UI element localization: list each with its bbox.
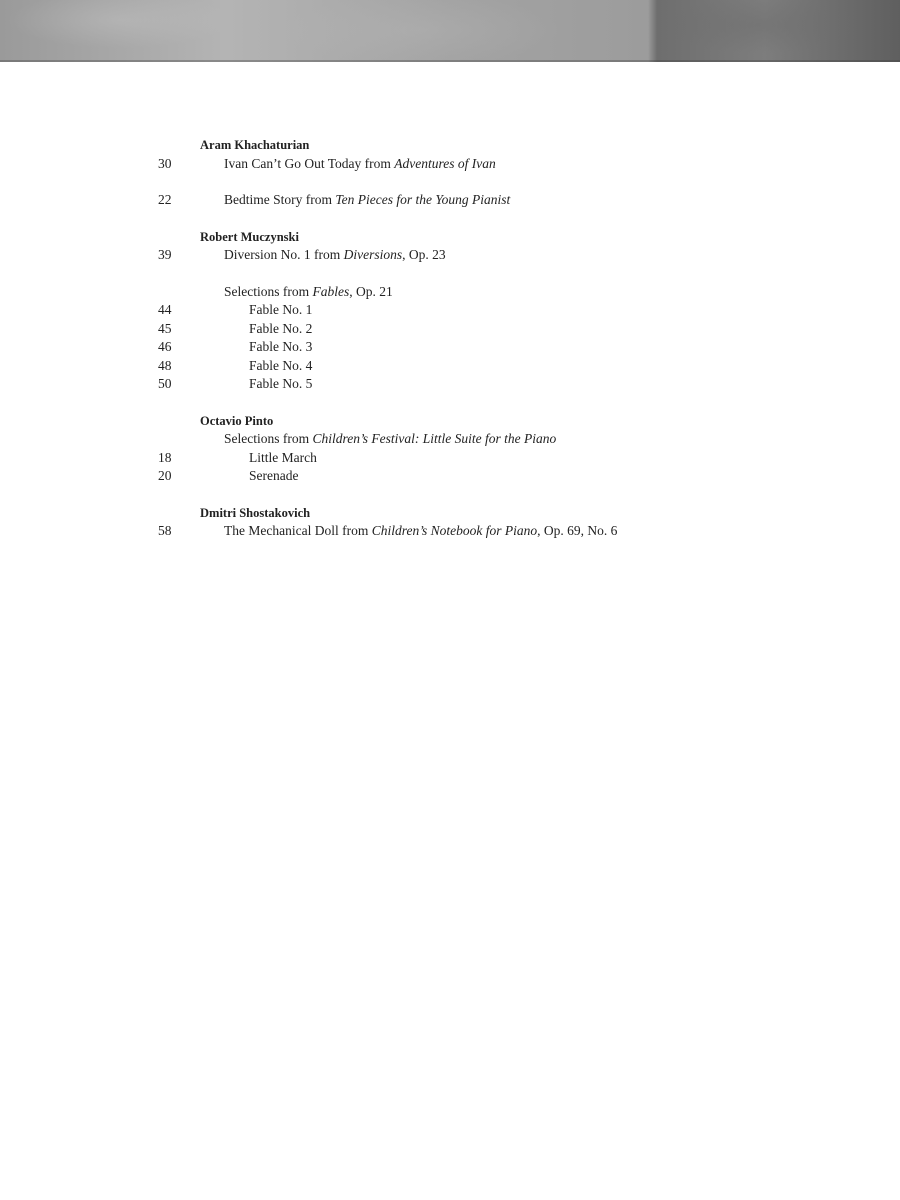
piece-title: The Mechanical Doll from Children’s Notebook for Piano, Op. 69, No. 6 <box>224 523 618 538</box>
composer-section <box>0 228 900 394</box>
composer-name: Robert Muczynski <box>200 229 299 244</box>
toc-entry[interactable] <box>0 301 900 320</box>
page-number: 20 <box>158 468 172 483</box>
composer-section <box>0 412 900 486</box>
page-number: 22 <box>158 192 172 207</box>
page-number: 39 <box>158 247 172 262</box>
table-of-contents <box>0 136 900 559</box>
selection-heading: Selections from Fables, Op. 21 <box>224 283 393 299</box>
toc-entry[interactable] <box>0 320 900 339</box>
page-number: 46 <box>158 339 172 354</box>
page-number: 18 <box>158 449 172 465</box>
piece-title: Ivan Can’t Go Out Today from Adventures of Ivan <box>224 155 496 171</box>
toc-entry[interactable] <box>0 467 900 486</box>
piece-title: Fable No. 1 <box>249 302 313 317</box>
toc-entry[interactable] <box>0 246 900 265</box>
composer-name: Octavio Pinto <box>200 413 274 428</box>
toc-entry[interactable] <box>0 155 900 174</box>
composer-section <box>0 504 900 541</box>
page-number: 44 <box>158 302 172 317</box>
piece-title: Serenade <box>249 468 299 483</box>
composer-name: Aram Khachaturian <box>200 138 310 152</box>
piece-title: Fable No. 5 <box>249 376 313 391</box>
page-number: 45 <box>158 320 172 336</box>
toc-entry[interactable] <box>0 522 900 541</box>
piece-title: Diversion No. 1 from Diversions, Op. 23 <box>224 247 446 262</box>
selection-heading: Selections from Children’s Festival: Little Suite for the Piano <box>224 431 557 446</box>
toc-entry[interactable] <box>0 191 900 210</box>
page-number: 30 <box>158 155 172 171</box>
toc-entry[interactable] <box>0 338 900 357</box>
page-number: 50 <box>158 376 172 391</box>
page-number: 48 <box>158 357 172 373</box>
toc-entry[interactable] <box>0 357 900 376</box>
composer-section <box>0 136 900 210</box>
piece-title: Fable No. 4 <box>249 357 313 373</box>
composer-name: Dmitri Shostakovich <box>200 505 311 520</box>
header-decorative-band <box>0 0 900 62</box>
piece-title: Fable No. 2 <box>249 320 313 336</box>
page-number: 58 <box>158 523 172 538</box>
toc-entry[interactable] <box>0 449 900 468</box>
piece-title: Bedtime Story from Ten Pieces for the Young Pianist <box>224 192 511 207</box>
piece-title: Fable No. 3 <box>249 339 313 354</box>
toc-entry[interactable] <box>0 375 900 394</box>
piece-title: Little March <box>249 449 317 465</box>
